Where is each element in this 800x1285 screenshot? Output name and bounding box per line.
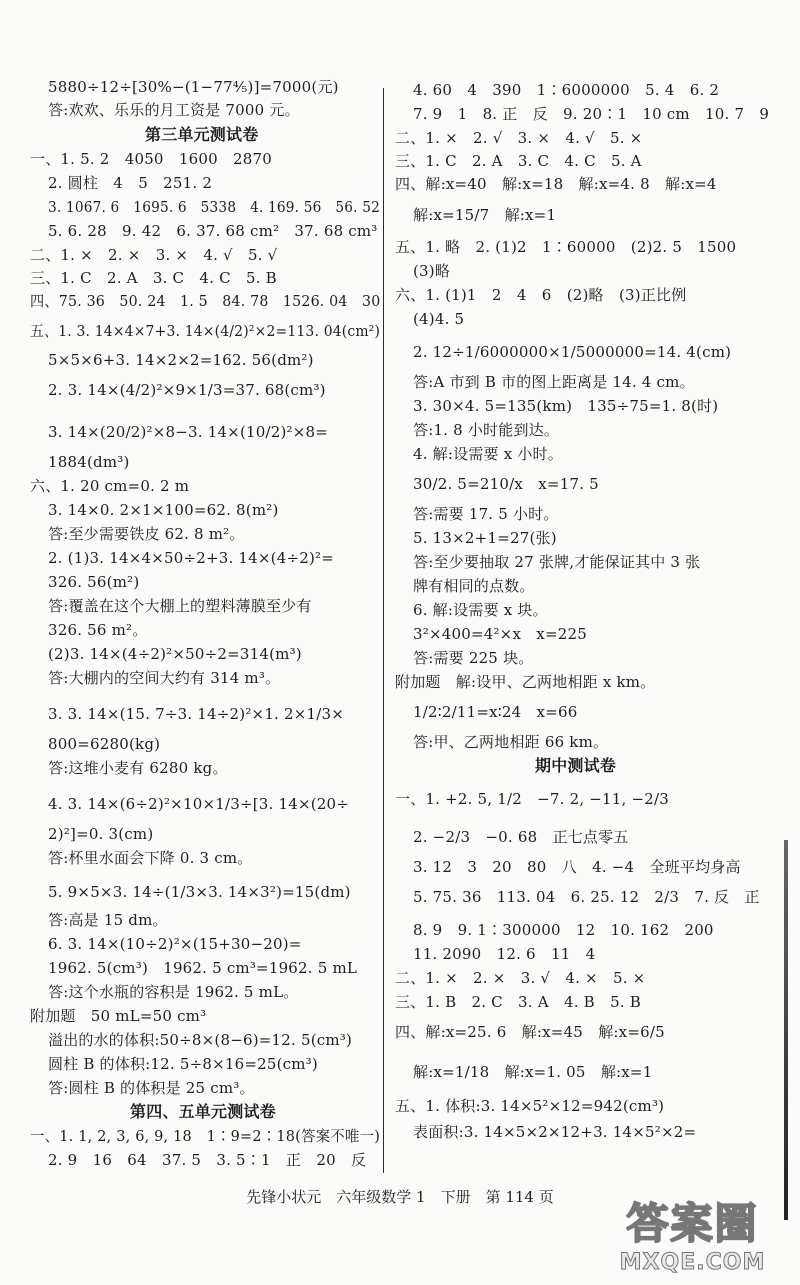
answer-line: 二、1. × 2. × 3. × 4. √ 5. √	[30, 246, 278, 264]
section-heading: 期中测试卷	[535, 756, 617, 775]
answer-line: 答:覆盖在这个大棚上的塑料薄膜至少有	[48, 597, 312, 615]
answer-line: 3. 30×4. 5=135(km) 135÷75=1. 8(时)	[413, 397, 719, 415]
answer-line: 四、解:x=40 解:x=18 解:x=4. 8 解:x=4	[395, 175, 717, 193]
answer-line: 答:杯里水面会下降 0. 3 cm。	[48, 849, 253, 867]
answer-line: 4. 60 4 390 1∶6000000 5. 4 6. 2	[413, 81, 720, 99]
answer-line: 三、1. C 2. A 3. C 4. C 5. A	[395, 152, 642, 170]
answer-line: 3²×400=4²×x x=225	[413, 625, 587, 643]
page-edge-shadow	[784, 840, 788, 1220]
answer-line: 6. 解:设需要 x 块。	[413, 601, 548, 619]
answer-line: 六、1. 20 cm=0. 2 m	[30, 477, 190, 495]
answer-line: 二、1. × 2. × 3. √ 4. × 5. ×	[395, 969, 646, 987]
answer-line: 解:x=15/7 解:x=1	[413, 206, 557, 224]
answer-line: 五、1. 3. 14×4×7+3. 14×(4/2)²×2=113. 04(cm²)	[30, 322, 381, 340]
answer-line: 三、1. B 2. C 3. A 4. B 5. B	[395, 993, 641, 1011]
answer-line: 11. 2090 12. 6 11 4	[413, 945, 596, 963]
answer-line: 答:大棚内的空间大约有 314 m³。	[48, 669, 281, 687]
answer-line: 5. 13×2+1=27(张)	[413, 529, 557, 547]
answer-line: 五、1. 体积:3. 14×5²×12=942(cm³)	[395, 1097, 665, 1115]
answer-line: 3. 1067. 6 1695. 6 5338 4. 169. 56 56. 52	[48, 198, 380, 216]
answer-line: 一、1. 1, 2, 3, 6, 9, 18 1∶9=2∶18(答案不唯一)	[30, 1127, 381, 1145]
answer-line: 附加题 50 mL=50 cm³	[30, 1007, 207, 1025]
answer-line: (4)4. 5	[413, 310, 465, 328]
answer-line: 4. 解:设需要 x 小时。	[413, 445, 563, 463]
answer-line: 答:需要 225 块。	[413, 649, 534, 667]
answer-line: 2. (1)3. 14×4×50÷2+3. 14×(4÷2)²=	[48, 549, 335, 567]
answer-line: 答:高是 15 dm。	[48, 911, 168, 929]
answer-line: 答:欢欢、乐乐的月工资是 7000 元。	[48, 101, 300, 119]
answer-line: 326. 56 m²。	[48, 621, 148, 639]
answer-line: 6. 3. 14×(10÷2)²×(15+30−20)=	[48, 935, 302, 953]
answer-line: 一、1. 5. 2 4050 1600 2870	[30, 150, 273, 168]
answer-line: 答:甲、乙两地相距 66 km。	[413, 733, 609, 751]
answer-line: 1884(dm³)	[48, 453, 130, 471]
answer-line: 表面积:3. 14×5×2×12+3. 14×5²×2=	[413, 1123, 697, 1141]
answer-line: 3. 14×(20/2)²×8−3. 14×(10/2)²×8=	[48, 423, 329, 441]
answer-line: 2. 9 16 64 37. 5 3. 5∶1 正 20 反	[48, 1151, 367, 1169]
answer-line: 溢出的水的体积:50÷8×(8−6)=12. 5(cm³)	[48, 1031, 353, 1049]
answer-line: 2. 圆柱 4 5 251. 2	[48, 174, 213, 192]
answer-line: 答:这个水瓶的容积是 1962. 5 mL。	[48, 983, 299, 1001]
answer-line: 3. 12 3 20 80 八 4. −4 全班平均身高	[413, 858, 741, 876]
section-heading: 第三单元测试卷	[145, 125, 259, 144]
answer-line: 三、1. C 2. A 3. C 4. C 5. B	[30, 269, 277, 287]
answer-line: 答:需要 17. 5 小时。	[413, 505, 559, 523]
answer-line: 5. 75. 36 113. 04 6. 25. 12 2/3 7. 反 正	[413, 888, 760, 906]
answer-line: 六、1. (1)1 2 4 6 (2)略 (3)正比例	[395, 286, 687, 304]
answer-line: 2. 12÷1/6000000×1/5000000=14. 4(cm)	[413, 343, 732, 361]
answer-line: 答:这堆小麦有 6280 kg。	[48, 759, 228, 777]
answer-line: 2. 3. 14×(4/2)²×9×1/3=37. 68(cm³)	[48, 381, 326, 399]
section-heading: 第四、五单元测试卷	[130, 1102, 276, 1121]
answer-line: 答:至少要抽取 27 张牌,才能保证其中 3 张	[413, 553, 701, 571]
watermark-url: MXQE.COM	[619, 1250, 766, 1275]
answer-line: (2)3. 14×(4÷2)²×50÷2=314(m³)	[48, 645, 302, 663]
watermark-text: 答案圈	[626, 1199, 759, 1248]
answer-line: 1/2∶2/11=x∶24 x=66	[413, 703, 578, 721]
answer-line: 800=6280(kg)	[48, 735, 161, 753]
column-divider	[383, 88, 384, 1173]
answer-line: 附加题 解:设甲、乙两地相距 x km。	[395, 673, 656, 691]
answer-line: 一、1. +2. 5, 1/2 −7. 2, −11, −2/3	[395, 790, 669, 808]
answer-line: 1962. 5(cm³) 1962. 5 cm³=1962. 5 mL	[48, 959, 358, 977]
answer-line: 答:A 市到 B 市的图上距离是 14. 4 cm。	[413, 373, 695, 391]
answer-line: 2)²]=0. 3(cm)	[48, 825, 154, 843]
answer-line: 圆柱 B 的体积:12. 5÷8×16=25(cm³)	[48, 1055, 318, 1073]
answer-line: 2. −2/3 −0. 68 正七点零五	[413, 828, 629, 846]
answer-line: 7. 9 1 8. 正 反 9. 20∶1 10 cm 10. 7 9	[413, 105, 770, 123]
answer-line: 326. 56(m²)	[48, 573, 140, 591]
watermark-logo	[600, 1192, 785, 1280]
answer-line: 四、解:x=25. 6 解:x=45 解:x=6/5	[395, 1023, 665, 1041]
answer-line: 5×5×6+3. 14×2×2=162. 56(dm²)	[48, 351, 314, 369]
answer-line: 3. 3. 14×(15. 7÷3. 14÷2)²×1. 2×1/3×	[48, 705, 345, 723]
answer-line: 解:x=1/18 解:x=1. 05 解:x=1	[413, 1063, 653, 1081]
answer-line: 3. 14×0. 2×1×100=62. 8(m²)	[48, 501, 279, 519]
answer-line: 5. 6. 28 9. 42 6. 37. 68 cm² 37. 68 cm³	[48, 222, 378, 240]
answer-line: 8. 9 9. 1∶300000 12 10. 162 200	[413, 921, 714, 939]
answer-line: 30/2. 5=210/x x=17. 5	[413, 475, 599, 493]
answer-line: (3)略	[413, 262, 451, 280]
page-footer: 先锋小状元 六年级数学 1 下册 第 114 页	[246, 1188, 554, 1206]
answer-line: 二、1. × 2. √ 3. × 4. √ 5. ×	[395, 129, 643, 147]
answer-line: 四、75. 36 50. 24 1. 5 84. 78 1526. 04 30	[30, 292, 381, 310]
answer-line: 牌有相同的点数。	[413, 577, 535, 595]
answer-line: 5. 9×5×3. 14÷(1/3×3. 14×3²)=15(dm)	[48, 883, 351, 901]
answer-line: 5880÷12÷[30%−(1−77⅘)]=7000(元)	[48, 78, 339, 96]
answer-line: 答:1. 8 小时能到达。	[413, 421, 560, 439]
answer-line: 答:圆柱 B 的体积是 25 cm³。	[48, 1079, 255, 1097]
answer-line: 4. 3. 14×(6÷2)²×10×1/3÷[3. 14×(20÷	[48, 795, 350, 813]
answer-line: 五、1. 略 2. (1)2 1∶60000 (2)2. 5 1500	[395, 238, 737, 256]
answer-line: 答:至少需要铁皮 62. 8 m²。	[48, 525, 245, 543]
